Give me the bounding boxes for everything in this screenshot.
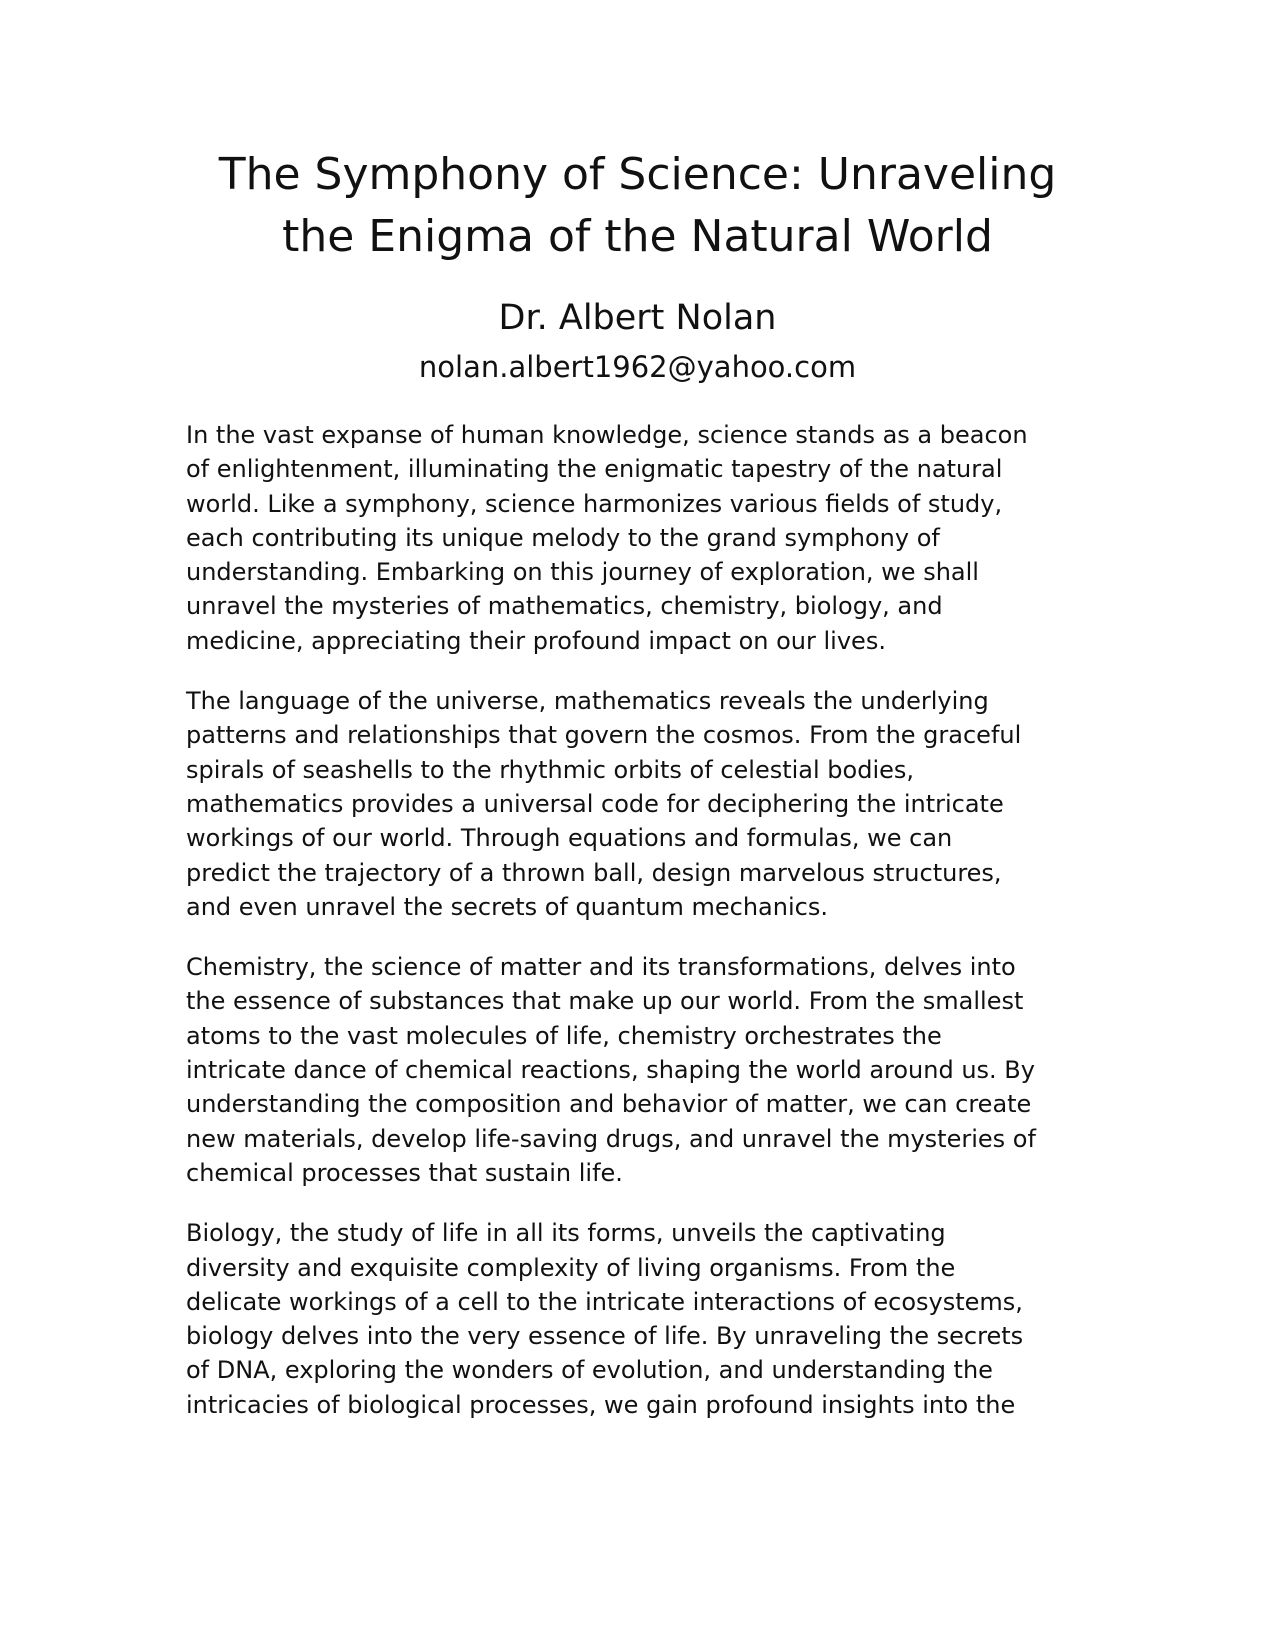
paragraph-chemistry: Chemistry, the science of matter and its transformations, delves into the essence of substances that make up our world. From the smallest atoms to the vast molecules of life, chemistry orchestrates the intricate dance of chemical reactions, shaping the world around us. By understanding the composition and behavior of matter, we can create new materials, develop life-saving drugs, and unravel the mysteries of chemical processes that sustain life. <box>186 953 1036 1187</box>
paragraph-intro: In the vast expanse of human knowledge, science stands as a beacon of enlightenment, illuminating the enigmatic tapestry of the natural world. Like a symphony, science harmonizes various fields of study, each contributing its unique melody to the grand symphony of understanding. Embarking on this journey of exploration, we shall unravel the mysteries of mathematics, chemistry, biology, and medicine, appreciating their profound impact on our lives. <box>186 421 1028 655</box>
author-email: nolan.albert1962@yahoo.com <box>418 350 857 384</box>
paragraph-biology: Biology, the study of life in all its forms, unveils the captivating diversity and exquisite complexity of living organisms. From the delicate workings of a cell to the intricate interactions of ecosystems, biology delves into the very essence of life. By unraveling the secrets of DNA, exploring the wonders of evolution, and understanding the intricacies of biological processes, we gain profound insights into the <box>186 1219 1024 1419</box>
document-title: The Symphony of Science: Unraveling the Enigma of the Natural World <box>218 149 1057 262</box>
author-name: Dr. Albert Nolan <box>498 298 777 338</box>
document-body <box>186 418 1086 1448</box>
paragraph-mathematics: The language of the universe, mathematics reveals the underlying patterns and relationships that govern the cosmos. From the graceful spirals of seashells to the rhythmic orbits of celestial bodies, mathematics provides a universal code for deciphering the intricate workings of our world. Through equations and formulas, we can predict the trajectory of a thrown ball, design marvelous structures, and even unravel the secrets of quantum mechanics. <box>186 687 1022 921</box>
